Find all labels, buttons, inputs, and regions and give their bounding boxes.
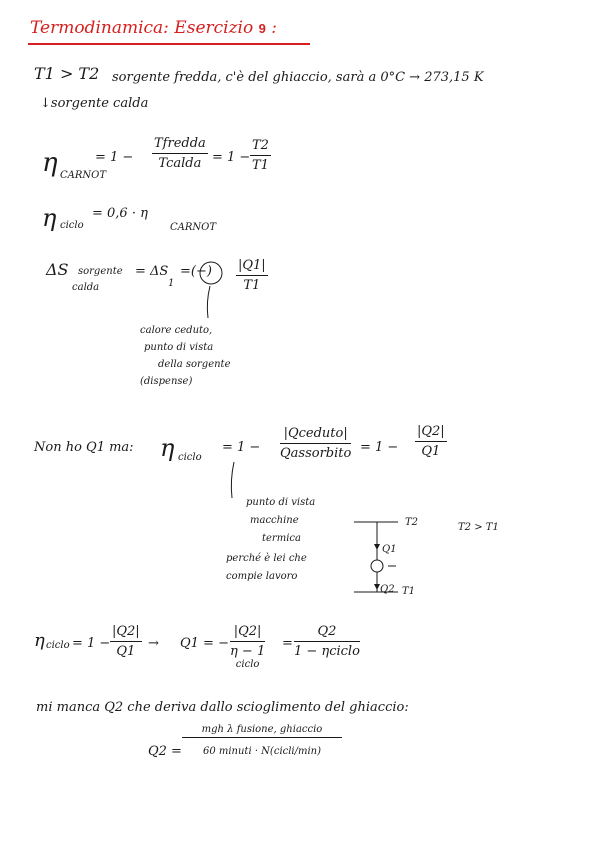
note-line-1: calore ceduto,: [140, 325, 213, 336]
fraction-q2-q1-b: [110, 624, 142, 659]
frac-den: Qassorbito: [280, 446, 352, 461]
fraction-q2-q1: [415, 424, 447, 459]
fraction-qceduto-qassorbito: [280, 426, 351, 461]
minus-sign: =(−): [180, 264, 212, 279]
title-suffix: :: [271, 18, 277, 38]
hot-source-label: ↓sorgente calda: [40, 96, 149, 111]
delta-s-sub2: calda: [72, 282, 100, 293]
eq-sign-4: = 1 −: [360, 440, 399, 455]
eta-ciclo-sub: ciclo: [60, 220, 84, 231]
exercise-number: 9: [258, 21, 266, 36]
diagram-q2-label: Q2: [380, 584, 395, 595]
delta-s1: = ΔS: [135, 264, 169, 279]
eta-symbol: η: [42, 148, 58, 178]
frac-den: T1: [243, 278, 261, 293]
not-q1-prefix: Non ho Q1 ma:: [34, 440, 134, 455]
frac-num: |Q1|: [238, 258, 266, 273]
frac-den: Q1: [116, 644, 136, 659]
eq-sign-2: = 1 −: [212, 150, 251, 165]
fraction-q1-t1: [236, 258, 268, 293]
frac-den: 60 minuti · N(cicli/min): [202, 746, 322, 757]
frac-num: T2: [252, 138, 269, 153]
eta-ciclo-3-sub: ciclo: [46, 640, 70, 651]
entropy-note: [140, 322, 231, 390]
title-underline: [28, 43, 310, 45]
note-line-4: (dispense): [140, 376, 193, 387]
frac-den: T1: [252, 158, 269, 173]
note-line-5: compie lavoro: [226, 571, 298, 582]
fraction-q2-eta: [230, 624, 265, 670]
q1-eq: Q1 = −: [180, 636, 229, 651]
missing-q2-text: mi manca Q2 che deriva dallo scioglimento del ghiaccio:: [36, 700, 409, 715]
frac-num: |Qceduto|: [283, 426, 348, 441]
title-text: Termodinamica: Esercizio: [30, 18, 254, 38]
q2-lhs: Q2 =: [148, 744, 182, 759]
fraction-t2-t1: [250, 138, 271, 173]
frac-num: Q2: [317, 624, 337, 639]
fraction-tfredda-tcalda: [152, 136, 208, 171]
machine-note-b: [226, 550, 307, 586]
hot-source-text: sorgente calda: [50, 96, 149, 111]
temperature-relation: T1 > T2: [34, 64, 100, 83]
eq-sign-6: =: [282, 636, 293, 651]
eta-ciclo-rhs-sub: CARNOT: [170, 222, 217, 233]
fraction-q2-final: [182, 724, 342, 757]
delta-s-sub: sorgente: [78, 266, 123, 277]
delta-s: ΔS: [46, 260, 69, 279]
note-line-1: punto di vista: [246, 497, 316, 508]
frac-num: |Q2|: [112, 624, 140, 639]
note-line-4: perché è lei che: [226, 553, 307, 564]
note-line-2: punto di vista: [144, 342, 214, 353]
frac-den: Q1: [421, 444, 441, 459]
frac-den: 1 − ηciclo: [294, 644, 360, 659]
frac-den-sub: ciclo: [235, 659, 260, 670]
frac-num: |Q2|: [417, 424, 445, 439]
eq-sign-5: = 1 −: [72, 636, 111, 651]
fraction-q2-1-eta: [294, 624, 360, 659]
note-line-3: della sorgente: [158, 359, 231, 370]
eta-ciclo-2: η: [160, 434, 175, 462]
eta-ciclo-rhs: = 0,6 · η: [92, 206, 148, 221]
eta-carnot-sub: CARNOT: [60, 170, 107, 181]
diagram-t1-label: T1: [402, 586, 416, 597]
pointer-line-2: [222, 460, 242, 500]
pointer-line: [200, 284, 220, 320]
diagram-relation: T2 > T1: [458, 522, 499, 533]
eta-ciclo-2-sub: ciclo: [178, 452, 202, 463]
diagram-q1-label: Q1: [382, 544, 397, 555]
diagram-t2-label: T2: [405, 517, 419, 528]
frac-den: Tcalda: [158, 156, 202, 171]
machine-note-a: [240, 494, 315, 548]
cold-source-label: sorgente fredda, c'è del ghiaccio, sarà a 0°C → 273,15 K: [112, 70, 484, 85]
eta-ciclo-symbol: η: [42, 204, 57, 232]
eq-sign: = 1 −: [95, 150, 134, 165]
note-line-2: macchine: [250, 515, 299, 526]
delta-s1-sub: 1: [168, 278, 175, 289]
page-title: [30, 18, 277, 38]
frac-den: η − 1: [230, 644, 266, 659]
frac-num: mgh λ fusione, ghiaccio: [201, 724, 323, 735]
eq-sign-3: = 1 −: [222, 440, 261, 455]
arrow: →: [148, 636, 159, 651]
frac-num: Tfredda: [154, 136, 206, 151]
eta-ciclo-3: η: [34, 630, 45, 651]
frac-num: |Q2|: [233, 624, 262, 639]
note-line-3: termica: [262, 533, 301, 544]
